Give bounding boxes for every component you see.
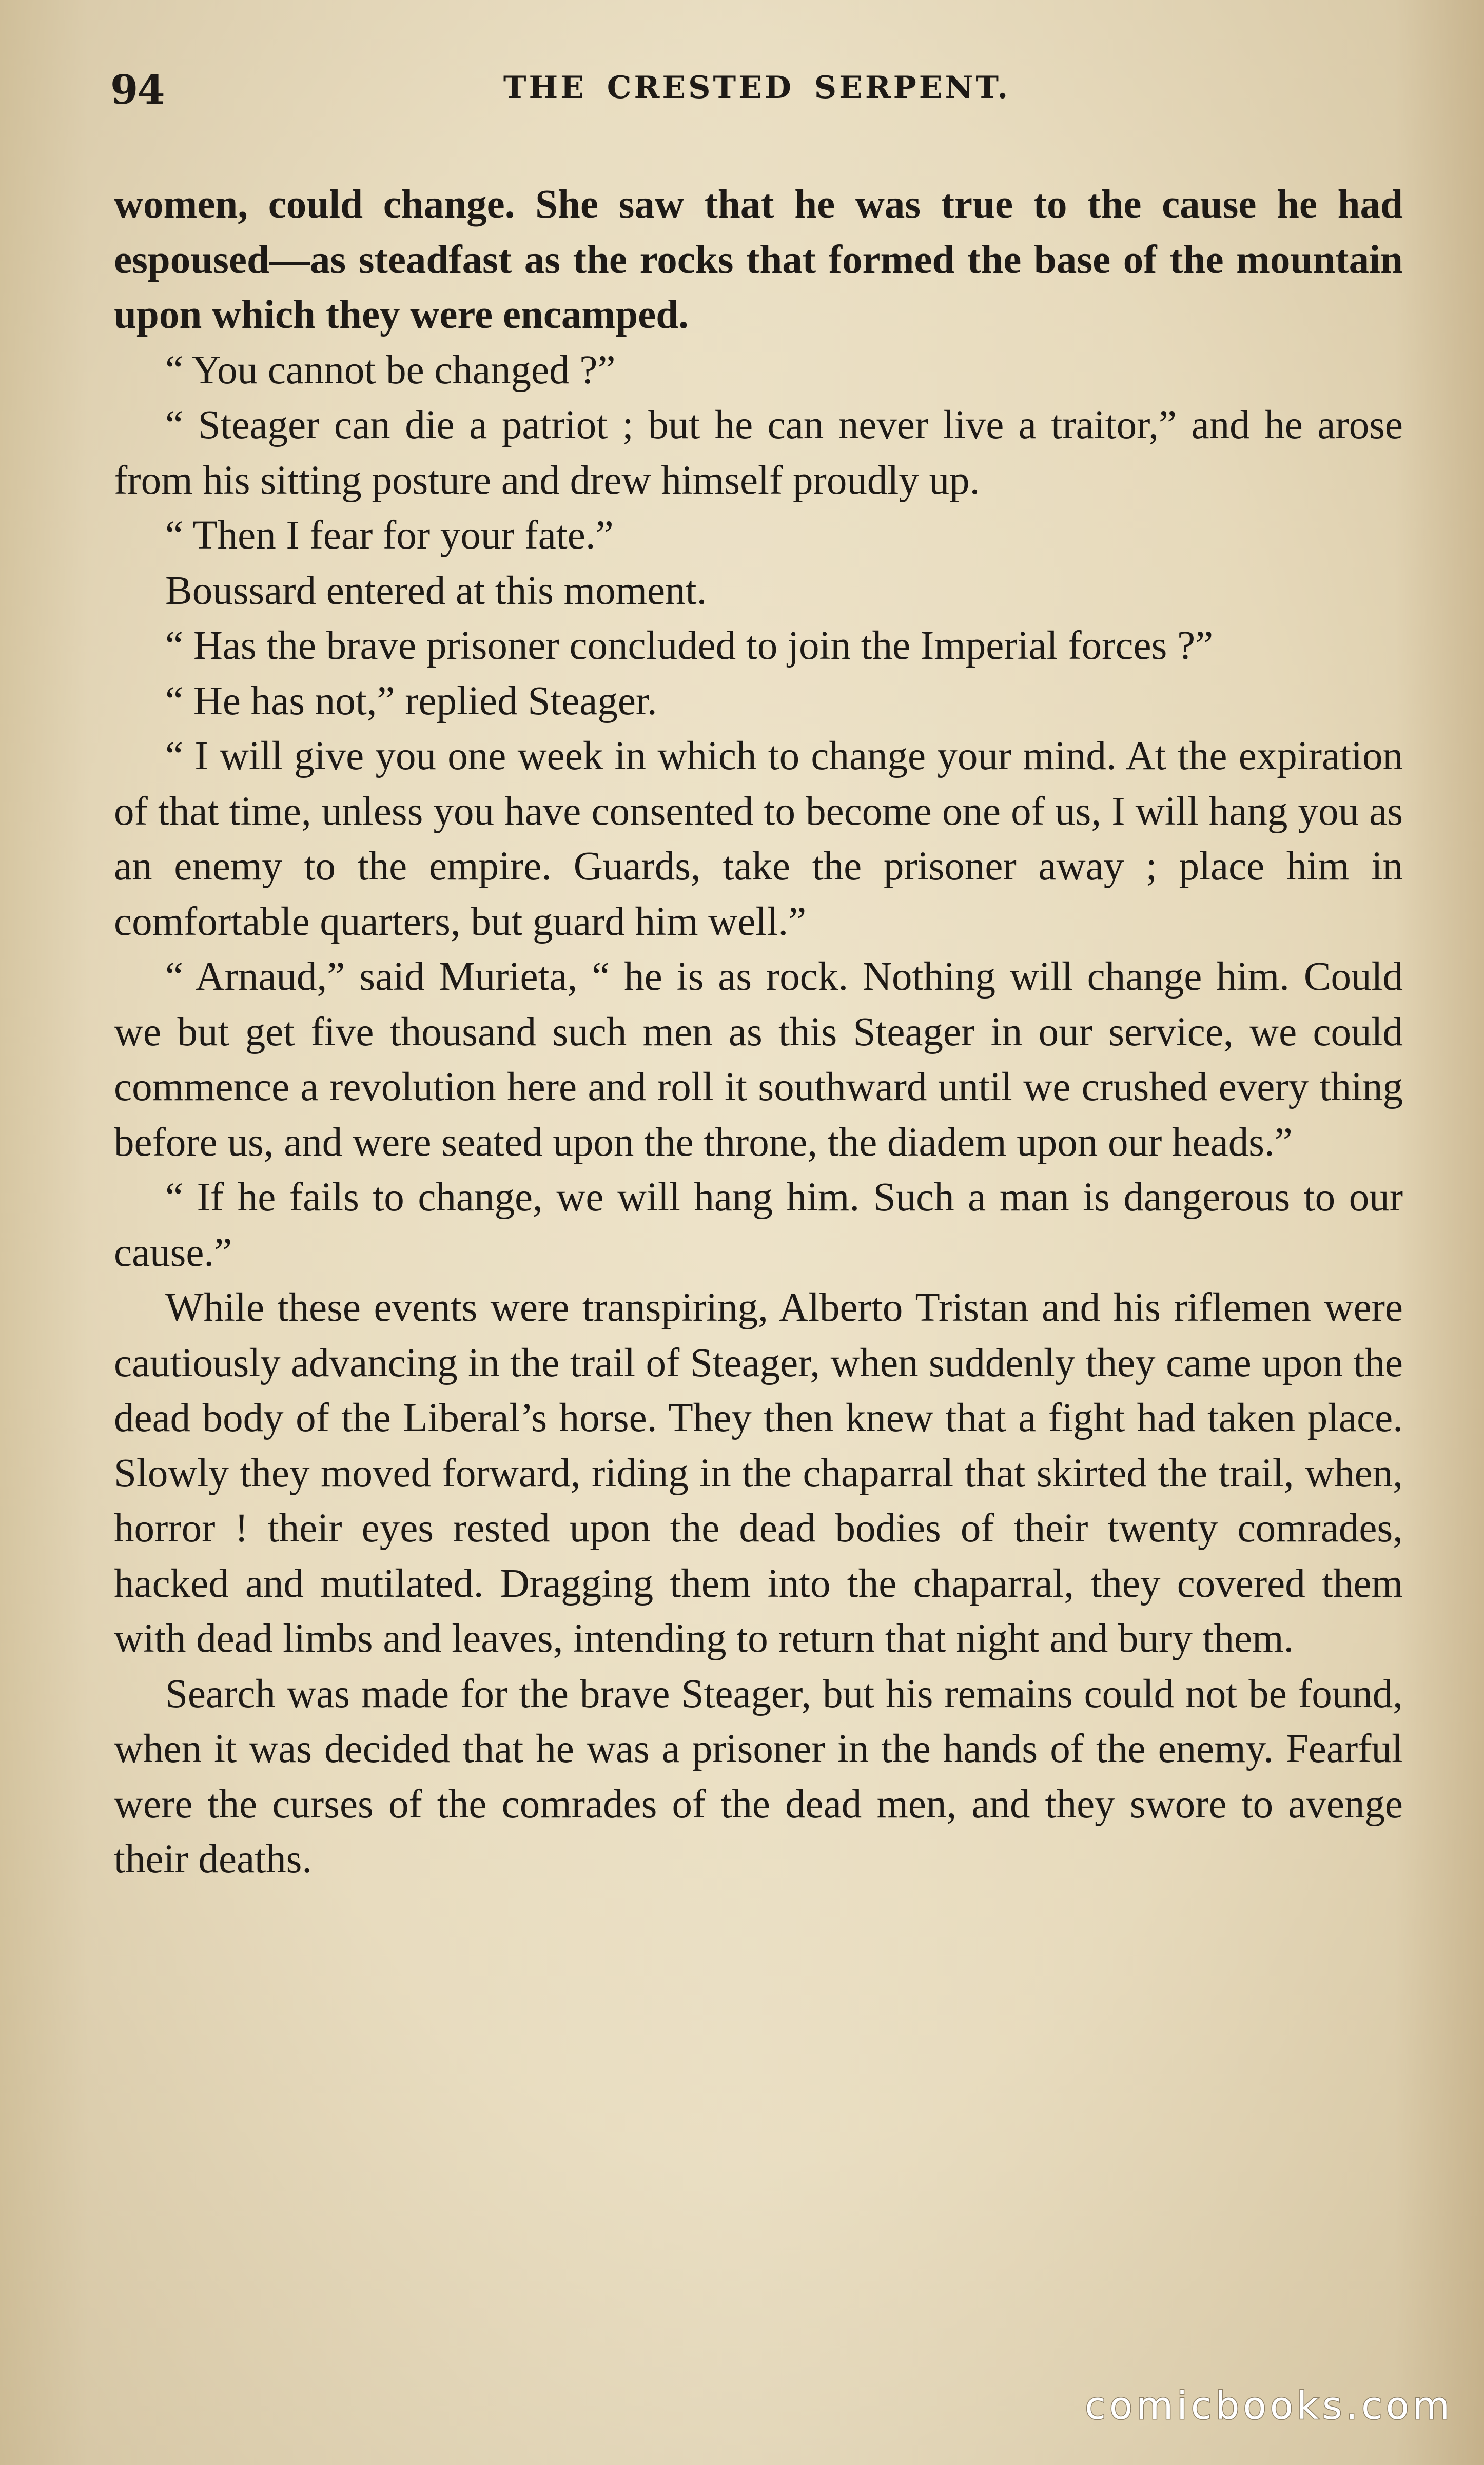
paragraph: “ Arnaud,” said Murieta, “ he is as rock. Nothing will change him. Could we but get five thousand such men as this Steager in our service, we could commence a revolution here and roll it southward until we crushed every thing before us, and were seated upon the throne, the diadem upon our heads.” (114, 954, 1403, 1165)
paragraph: “ He has not,” replied Steager. (165, 678, 657, 723)
paragraph: Search was made for the brave Steager, but his remains could not be found, when it was decided that he was a prisoner in the hands of the enemy. Fearful were the curses of the comrades of the dead men, and they swore to avenge their deaths. (114, 1671, 1403, 1882)
watermark: comicbooks.com (1085, 2384, 1453, 2428)
paragraph: “ Then I fear for your fate.” (165, 513, 614, 558)
page-number: 94 (110, 67, 164, 113)
paragraph: “ You cannot be changed ?” (165, 347, 616, 393)
body-text (114, 177, 1403, 1887)
paragraph: “ Has the brave prisoner concluded to join the Imperial forces ?” (165, 623, 1214, 668)
running-head: THE CRESTED SERPENT. (503, 70, 1011, 106)
paragraph: women, could change. She saw that he was true to the cause he had espoused—as steadfast as the rocks that formed the base of the mountain upon which they were encamped. (114, 182, 1403, 337)
paragraph: Boussard entered at this moment. (165, 568, 707, 613)
paragraph: “ Steager can die a patriot ; but he can never live a traitor,” and he arose from his sitting posture and drew himself proudly up. (114, 403, 1403, 503)
page-header (110, 67, 1403, 123)
paragraph: “ If he fails to change, we will hang him. Such a man is dangerous to our cause.” (114, 1175, 1403, 1275)
paragraph: While these events were transpiring, Alberto Tristan and his riflemen were cautiously advancing in the trail of Steager, when suddenly they came upon the dead body of the Liberal’s horse. They then knew that a fight had taken place. Slowly they moved forward, riding in the chaparral that skirted the trail, when, horror ! their eyes rested upon the dead bodies of their twenty comrades, hacked and mutilated. Dragging them into the chaparral, they covered them with dead limbs and leaves, intending to return that night and bury them. (114, 1285, 1403, 1661)
paragraph: “ I will give you one week in which to change your mind. At the expiration of that time, unless you have consented to become one of us, I will hang you as an enemy to the empire. Guards, take the prisoner away ; place him in comfortable quarters, but guard him well.” (114, 734, 1403, 944)
